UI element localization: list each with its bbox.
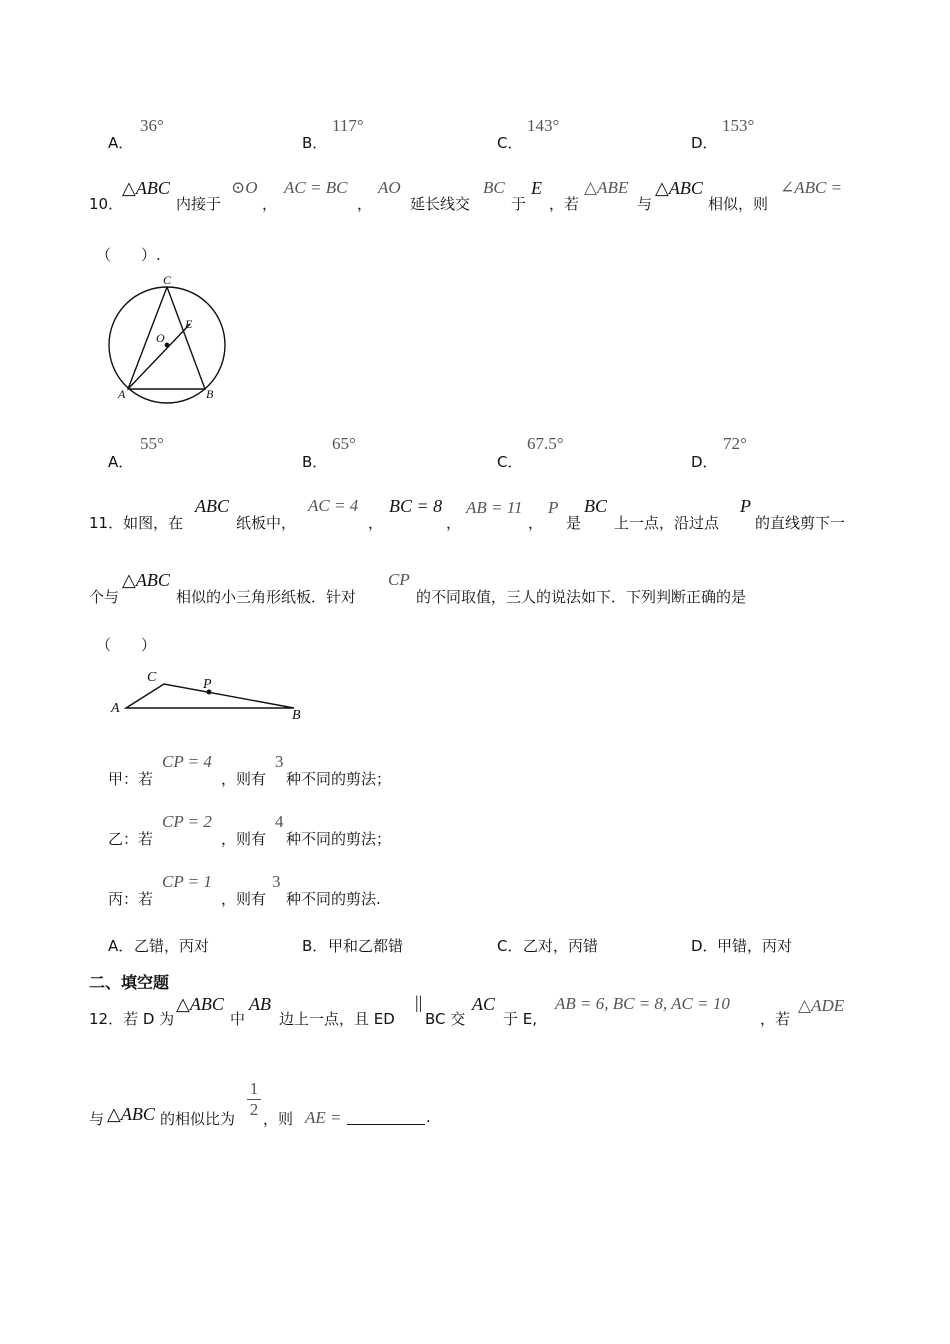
q9-option-a-letter: A．: [108, 134, 134, 152]
q10-triangle: [128, 287, 205, 389]
q12-line2-b: 的相似比为: [160, 1110, 236, 1128]
q11-label-b: B: [292, 708, 301, 723]
q11-s1-c: 种不同的剪法；: [286, 770, 392, 788]
q11-line2-b: 相似的小三角形纸板．针对: [176, 588, 357, 606]
q10-comma: ，: [262, 195, 278, 213]
q11-s2-a: 乙：若: [108, 830, 154, 848]
q10-option-d-letter: D．: [691, 453, 718, 471]
q9-option-c-value: 143°: [527, 116, 560, 135]
q10-label-e: E: [185, 317, 193, 331]
q11-text-2: 是: [566, 514, 582, 532]
q11-cp: CP: [388, 570, 410, 589]
q11-comma-3: ，: [528, 514, 544, 532]
q10-ao: AO: [378, 178, 401, 197]
q10-text-6: 相似，则: [708, 195, 769, 213]
q11-option-c-letter: C．: [497, 937, 523, 955]
q11-p: P: [548, 498, 559, 517]
q11-s1-n: 3: [275, 752, 284, 771]
q10-option-d-value: 72°: [723, 434, 747, 453]
q12-fraction-denominator: 2: [249, 1100, 259, 1119]
q10-label-c: C: [163, 273, 172, 287]
q11-s3-cp: CP = 1: [162, 872, 212, 891]
q11-s2-n: 4: [275, 812, 284, 831]
q10-text-2: 延长线交: [410, 195, 471, 213]
q12-line2-a: 与: [89, 1110, 105, 1128]
q10-comma-2: ，: [357, 195, 373, 213]
q11-s3-n: 3: [272, 872, 281, 891]
q10-option-c-letter: C．: [497, 453, 523, 471]
q11-s1-a: 甲：若: [108, 770, 154, 788]
q11-option-b-value: 甲和乙都错: [328, 937, 404, 955]
q9-option-c-letter: C．: [497, 134, 523, 152]
q12-text-2: 边上一点，且 ED: [279, 1010, 395, 1028]
q10-text-4: ，若: [549, 195, 580, 213]
q11-line2-a: 个与: [89, 588, 120, 606]
q10-option-a-value: 55°: [140, 434, 164, 453]
q11-text-3: 上一点，沿过点: [614, 514, 720, 532]
q10-option-b-letter: B．: [302, 453, 328, 471]
q9-option-a-value: 36°: [140, 116, 164, 135]
q11-abc: ABC: [195, 496, 229, 516]
q12-fraction-numerator: 1: [249, 1079, 259, 1098]
q11-option-d-value: 甲错，丙对: [717, 937, 793, 955]
q10-label-b: B: [206, 387, 214, 401]
q11-paren: （ ）: [96, 636, 157, 654]
q10-center-point: [165, 343, 170, 348]
q11-option-a-letter: A．: [108, 937, 134, 955]
q10-circle-figure: [104, 268, 234, 404]
q11-text-1: 纸板中，: [236, 514, 297, 532]
q11-tri-abc: △ABC: [122, 570, 170, 590]
q11-label-p: P: [203, 677, 212, 692]
q10-circle-o: ⊙O: [231, 178, 258, 197]
q10-paren: （ ）.: [96, 246, 161, 264]
q10-label-o: O: [156, 331, 165, 345]
q10-tri-abc: △ABC: [122, 178, 170, 198]
q11-option-d-letter: D．: [691, 937, 718, 955]
q10-text-1: 内接于: [176, 195, 222, 213]
q11-bc: BC = 8: [389, 496, 443, 516]
q12-end: .: [426, 1108, 431, 1126]
q11-text-4: 的直线剪下一: [755, 514, 846, 532]
q11-comma-1: ，: [368, 514, 384, 532]
q10-number: 10．: [89, 195, 124, 213]
q11-option-c-value: 乙对，丙错: [523, 937, 599, 955]
q9-option-b-value: 117°: [332, 116, 364, 135]
q12-ac: AC: [472, 994, 496, 1014]
q11-s2-c: 种不同的剪法；: [286, 830, 392, 848]
q11-label-a: A: [111, 701, 120, 716]
q11-ab: AB = 11: [466, 498, 523, 517]
q12-number: 12．若 D 为: [89, 1010, 175, 1028]
q12-tri-ade: △ADE: [798, 996, 845, 1015]
q11-s3-b: ，则有: [221, 890, 267, 908]
q11-s3-a: 丙：若: [108, 890, 154, 908]
q9-option-d-value: 153°: [722, 116, 755, 135]
q12-fraction: [247, 1080, 261, 1119]
q10-tri-abe: △ABE: [584, 178, 629, 197]
q11-number: 11．如图，在: [89, 514, 184, 532]
q9-option-d-letter: D．: [691, 134, 718, 152]
q12-text-4: 于 E,: [503, 1010, 538, 1028]
q10-option-b-value: 65°: [332, 434, 356, 453]
q12-text-5: ，若: [760, 1010, 791, 1028]
q12-tri-abc-2: △ABC: [107, 1104, 155, 1124]
q10-eq-ac-bc: AC = BC: [284, 178, 348, 197]
q11-comma-2: ，: [446, 514, 462, 532]
q12-tri-abc: △ABC: [176, 994, 224, 1014]
q11-ac: AC = 4: [308, 496, 359, 515]
q12-line2-c: ，则: [263, 1110, 294, 1128]
q11-label-c: C: [147, 670, 157, 685]
q12-parallel: ||: [415, 992, 423, 1012]
q12-values: AB = 6, BC = 8, AC = 10: [555, 994, 730, 1013]
q12-ab: AB: [249, 994, 271, 1014]
q11-line2-c: 的不同取值，三人的说法如下．下列判断正确的是: [416, 588, 747, 606]
q10-bc: BC: [483, 178, 505, 197]
section-heading: 二、填空题: [89, 973, 170, 992]
q11-triangle-figure: [108, 666, 308, 724]
q10-angle-abc: ∠ABC =: [780, 178, 843, 197]
q10-tri-abc-2: △ABC: [655, 178, 703, 198]
q10-option-c-value: 67.5°: [527, 434, 564, 453]
q10-label-a: A: [118, 387, 126, 401]
q12-text-1: 中: [230, 1010, 246, 1028]
q11-bc-2: BC: [584, 496, 608, 516]
q10-text-3: 于: [511, 195, 527, 213]
q10-e: E: [531, 178, 542, 198]
q11-s3-c: 种不同的剪法.: [286, 890, 381, 908]
q11-option-a-value: 乙错，丙对: [134, 937, 210, 955]
q9-option-b-letter: B．: [302, 134, 328, 152]
q10-text-5: 与: [637, 195, 653, 213]
q11-s2-cp: CP = 2: [162, 812, 212, 831]
q11-s2-b: ，则有: [221, 830, 267, 848]
q11-p-2: P: [740, 496, 751, 516]
q12-ae: AE =: [305, 1108, 342, 1127]
q11-s1-b: ，则有: [221, 770, 267, 788]
q12-answer-blank[interactable]: [347, 1110, 425, 1125]
q12-text-3: BC 交: [425, 1010, 466, 1028]
q10-option-a-letter: A．: [108, 453, 134, 471]
q11-option-b-letter: B．: [302, 937, 328, 955]
q11-s1-cp: CP = 4: [162, 752, 212, 771]
